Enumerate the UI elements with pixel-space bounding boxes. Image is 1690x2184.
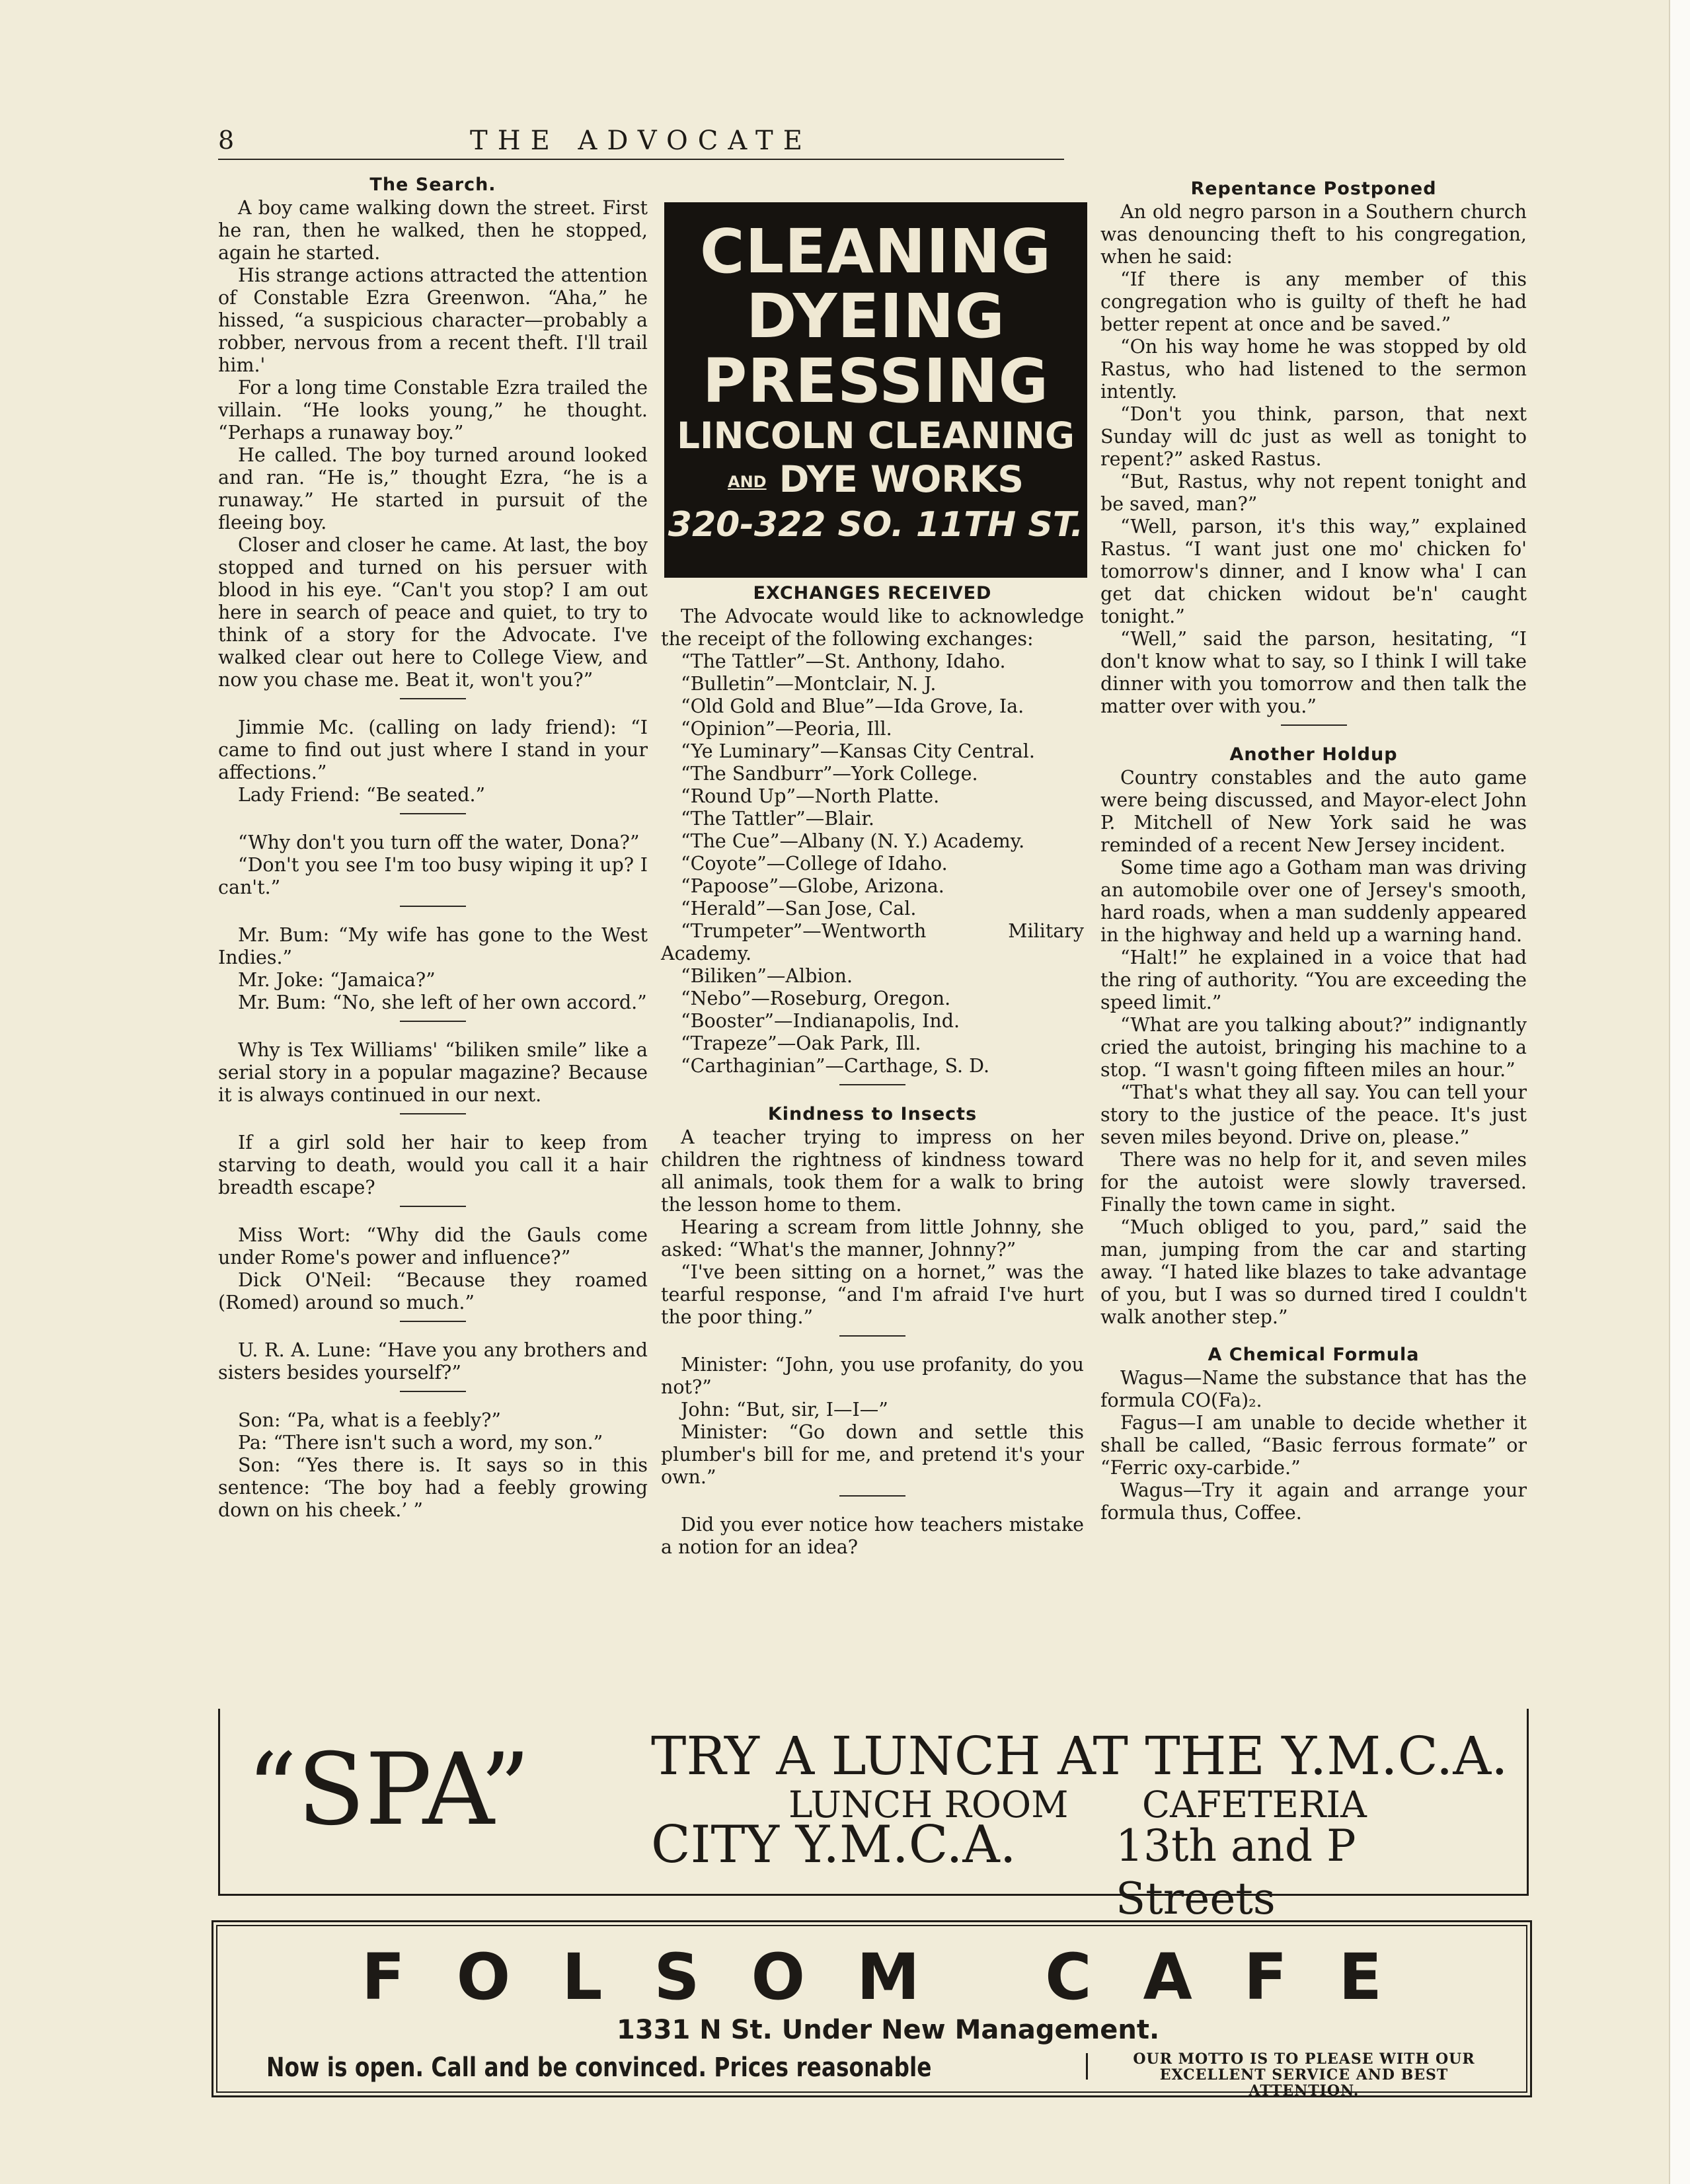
exchange-item: “Carthaginian”—Carthage, S. D. <box>681 1055 990 1077</box>
paragraph: “But, Rastus, why not repent tonight and be saved, man?” <box>1100 471 1527 515</box>
ad-line-cleaning: CLEANING <box>700 216 1052 287</box>
paragraph: “Well, parson, it's this way,” explained Rastus. “I want just one mo' chicken fo' tomorrow's dinner, and I know wha' I can get dat chicken widout be'n' caught tonight.” <box>1100 516 1527 627</box>
article-title-exchanges: EXCHANGES RECEIVED <box>753 583 992 604</box>
separator <box>400 906 466 907</box>
separator <box>839 1084 905 1085</box>
cleaning-advertisement <box>664 202 1087 578</box>
folsom-motto: OUR MOTTO IS TO PLEASE WITH OUR EXCELLENT SERVICE AND BEST ATTENTION. <box>1133 2050 1475 2099</box>
article-title-holdup: Another Holdup <box>1229 744 1398 765</box>
spa-headline: TRY A LUNCH AT THE Y.M.C.A. <box>651 1725 1508 1787</box>
folsom-cafe-name: FOLSOM CAFE <box>362 1940 1434 2014</box>
paragraph: Wagus—Name the substance that has the formula CO(Fa)₂. <box>1100 1367 1527 1411</box>
paragraph: Wagus—Try it again and arrange your formula thus, Coffee. <box>1100 1479 1527 1524</box>
paragraph: “Well,” said the parson, hesitating, “I don't know what to say, so I think I will take dinner with you tomorrow and then talk the matter over with you.” <box>1100 628 1527 717</box>
ad-dye-works-text: DYE WORKS <box>779 458 1024 500</box>
ad-address: 320-322 SO. 11TH ST. <box>668 504 1084 545</box>
paragraph: Did you ever notice how teachers mistake a notion for an idea? <box>661 1514 1084 1558</box>
separator <box>400 1206 466 1207</box>
exchange-item: “The Tattler”—St. Anthony, Idaho. <box>681 650 1006 672</box>
separator <box>1281 724 1347 726</box>
paragraph: “Don't you see I'm too busy wiping it up? I can't.” <box>218 854 648 898</box>
paragraph: Some time ago a Gotham man was driving an automobile over one of Jersey's smooth, hard roads, when a man suddenly appeared in the highway and held up a warning hand. <box>1100 857 1527 946</box>
separator <box>400 1391 466 1392</box>
paragraph: Mr. Bum: “No, she left of her own accord.” <box>238 992 647 1013</box>
column-middle <box>661 582 1084 1559</box>
exchange-item: “The Tattler”—Blair. <box>681 808 874 830</box>
folsom-cafe-advertisement <box>211 1920 1532 2097</box>
paragraph: “Much obliged to you, pard,” said the man, jumping from the car and starting away. “I hated like blazes to take advantage of you, but I was so durned tired I couldn't walk another step.” <box>1100 1216 1527 1328</box>
paragraph: Son: “Yes there is. It says so in this sentence: ‘The boy had a feebly growing down on his cheek.’ ” <box>218 1454 648 1521</box>
folsom-open-line: Now is open. Call and be convinced. Prices reasonable <box>266 2052 932 2083</box>
paragraph: Mr. Bum: “My wife has gone to the West Indies.” <box>218 924 648 968</box>
exchange-item: “The Sandburr”—York College. <box>681 763 978 785</box>
paragraph: Mr. Joke: “Jamaica?” <box>238 969 436 991</box>
header-rule <box>218 159 1064 160</box>
spa-streets: 13th and P Streets <box>1116 1820 1356 1924</box>
paragraph: U. R. A. Lune: “Have you any brothers and sisters besides yourself?” <box>218 1339 648 1384</box>
exchange-item: “Round Up”—North Platte. <box>681 785 940 807</box>
ad-line-dye-works <box>664 457 1087 504</box>
separator <box>400 1113 466 1114</box>
paragraph: “Don't you think, parson, that next Sunday will dc just as well as tonight to repent?” asked Rastus. <box>1100 403 1527 470</box>
paragraph: For a long time Constable Ezra trailed the villain. “He looks young,” he thought. “Perhaps a runaway boy.” <box>218 377 648 444</box>
separator <box>839 1495 905 1497</box>
exchange-item: “Biliken”—Albion. <box>681 965 853 987</box>
folsom-divider <box>1086 2053 1088 2080</box>
paragraph: Hearing a scream from little Johnny, she asked: “What's the manner, Johnny?” <box>661 1216 1084 1261</box>
spa-advertisement <box>218 1709 1529 1924</box>
exchange-item: “Trapeze”—Oak Park, Ill. <box>681 1033 921 1054</box>
exchange-item: “Ye Luminary”—Kansas City Central. <box>681 740 1035 762</box>
article-title-chemical: A Chemical Formula <box>1208 1345 1420 1365</box>
separator <box>839 1335 905 1337</box>
separator <box>400 1321 466 1322</box>
column-right <box>1100 177 1527 1524</box>
paragraph: “I've been sitting on a hornet,” was the tearful response, “and I'm afraid I've hurt the poor thing.” <box>661 1261 1084 1328</box>
folsom-address: 1331 N St. Under New Management. <box>617 2015 1160 2045</box>
spa-city-ymca: CITY Y.M.C.A. <box>651 1815 1017 1875</box>
exchange-item: “Old Gold and Blue”—Ida Grove, Ia. <box>681 695 1024 717</box>
exchange-item: “The Cue”—Albany (N. Y.) Academy. <box>681 830 1025 852</box>
ad-and: AND <box>728 472 767 491</box>
paragraph: Miss Wort: “Why did the Gauls come under Rome's power and influence?” <box>218 1224 648 1268</box>
spa-wordmark: “SPA” <box>247 1733 531 1848</box>
paragraph: “If there is any member of this congregation who is guilty of theft he had better repent at once and be saved.” <box>1100 268 1527 335</box>
publication-title: THE ADVOCATE <box>470 126 812 156</box>
spa-lunch-room: LUNCH ROOM <box>788 1783 1069 1826</box>
spacer <box>1100 1329 1527 1343</box>
exchange-item: “Coyote”—College of Idaho. <box>681 853 948 875</box>
page-number: 8 <box>218 126 235 155</box>
paragraph: The Advocate would like to acknowledge the receipt of the following exchanges: <box>661 605 1084 650</box>
article-title-search: The Search. <box>369 175 496 195</box>
ad-line-company: LINCOLN CLEANING <box>676 414 1075 457</box>
article-title-repentance: Repentance Postponed <box>1190 178 1437 199</box>
paragraph: Dick O'Neil: “Because they roamed (Romed) around so much.” <box>218 1269 648 1313</box>
paragraph: Fagus—I am unable to decide whether it shall be called, “Basic ferrous formate” or “Ferric oxy-carbide.” <box>1100 1412 1527 1479</box>
paragraph: “Why don't you turn off the water, Dona?” <box>238 832 640 853</box>
paragraph: Jimmie Mc. (calling on lady friend): “I came to find out just where I stand in your affections.” <box>218 717 648 783</box>
exchange-item: “Papoose”—Globe, Arizona. <box>681 875 944 897</box>
paragraph: His strange actions attracted the attention of Constable Ezra Greenwon. “Aha,” he hissed, “a suspicious character—probably a robber, nervous from a recent theft. I'll trail him.' <box>218 264 648 376</box>
page-edge <box>1669 0 1690 2184</box>
paragraph: Lady Friend: “Be seated.” <box>238 784 486 806</box>
paragraph: An old negro parson in a Southern church was denouncing theft to his congregation, when he said: <box>1100 201 1527 268</box>
page-header <box>218 126 1064 159</box>
paragraph: Closer and closer he came. At last, the boy stopped and turned on his persuer with blood in his eye. “Can't you stop? I am out here in search of peace and quiet, to try to think of a story for the Advocate. I've walked clear out here to College View, and now you chase me. Beat it, won't you?” <box>218 534 648 691</box>
exchange-item: “Trumpeter”—Wentworth Military Academy. <box>661 920 1084 964</box>
ad-line-pressing: PRESSING <box>702 346 1050 416</box>
separator <box>400 1021 466 1022</box>
separator <box>400 698 466 699</box>
paragraph: Why is Tex Williams' “biliken smile” like a serial story in a popular magazine? Because it is always continued in our next. <box>218 1039 648 1106</box>
exchange-item: “Nebo”—Roseburg, Oregon. <box>681 988 951 1009</box>
paragraph: Pa: “There isn't such a word, my son.” <box>238 1432 603 1454</box>
paragraph: Minister: “John, you use profanity, do you not?” <box>661 1354 1084 1398</box>
ad-line-dyeing: DYEING <box>746 281 1005 352</box>
exchange-item: “Herald”—San Jose, Cal. <box>681 898 917 919</box>
paragraph: “What are you talking about?” indignantly cried the autoist, bringing his machine to a stop. “I wasn't going fifteen miles an hour.” <box>1100 1014 1527 1081</box>
spa-cafeteria: CAFETERIA <box>1142 1783 1367 1826</box>
paragraph: “On his way home he was stopped by old Rastus, who had listened to the sermon intently. <box>1100 336 1527 403</box>
paragraph: There was no help for it, and seven miles for the autoist were slowly traversed. Finally the town came in sight. <box>1100 1149 1527 1216</box>
paragraph: If a girl sold her hair to keep from starving to death, would you call it a hair breadth escape? <box>218 1132 648 1198</box>
paragraph: Minister: “Go down and settle this plumber's bill for me, and pretend it's your own.” <box>661 1421 1084 1488</box>
paragraph: Country constables and the auto game were being discussed, and Mayor-elect John P. Mitchell of New York said he was reminded of a recent New Jersey incident. <box>1100 767 1527 856</box>
column-left <box>218 173 648 1522</box>
separator <box>400 813 466 814</box>
paragraph: “Halt!” he explained in a voice that had the ring of authority. “You are exceeding the speed limit.” <box>1100 947 1527 1013</box>
exchange-item: “Opinion”—Peoria, Ill. <box>681 718 892 740</box>
exchange-item: “Booster”—Indianapolis, Ind. <box>681 1010 960 1032</box>
paragraph: He called. The boy turned around looked and ran. “He is,” thought Ezra, “he is a runaway.” He started in pursuit of the fleeing boy. <box>218 444 648 533</box>
paragraph: “That's what they all say. You can tell your story to the justice of the peace. It's just seven miles beyond. Drive on, please.” <box>1100 1081 1527 1148</box>
paragraph: Son: “Pa, what is a feebly?” <box>238 1409 501 1431</box>
exchange-item: “Bulletin”—Montclair, N. J. <box>681 673 937 695</box>
paragraph: A boy came walking down the street. First he ran, then he walked, then he stopped, again he started. <box>218 197 648 264</box>
article-title-kindness: Kindness to Insects <box>767 1104 978 1124</box>
paragraph: A teacher trying to impress on her children the rightness of kindness toward all animals, took them for a walk to bring the lesson home to them. <box>661 1126 1084 1216</box>
paragraph: John: “But, sir, I—I—” <box>681 1399 888 1421</box>
